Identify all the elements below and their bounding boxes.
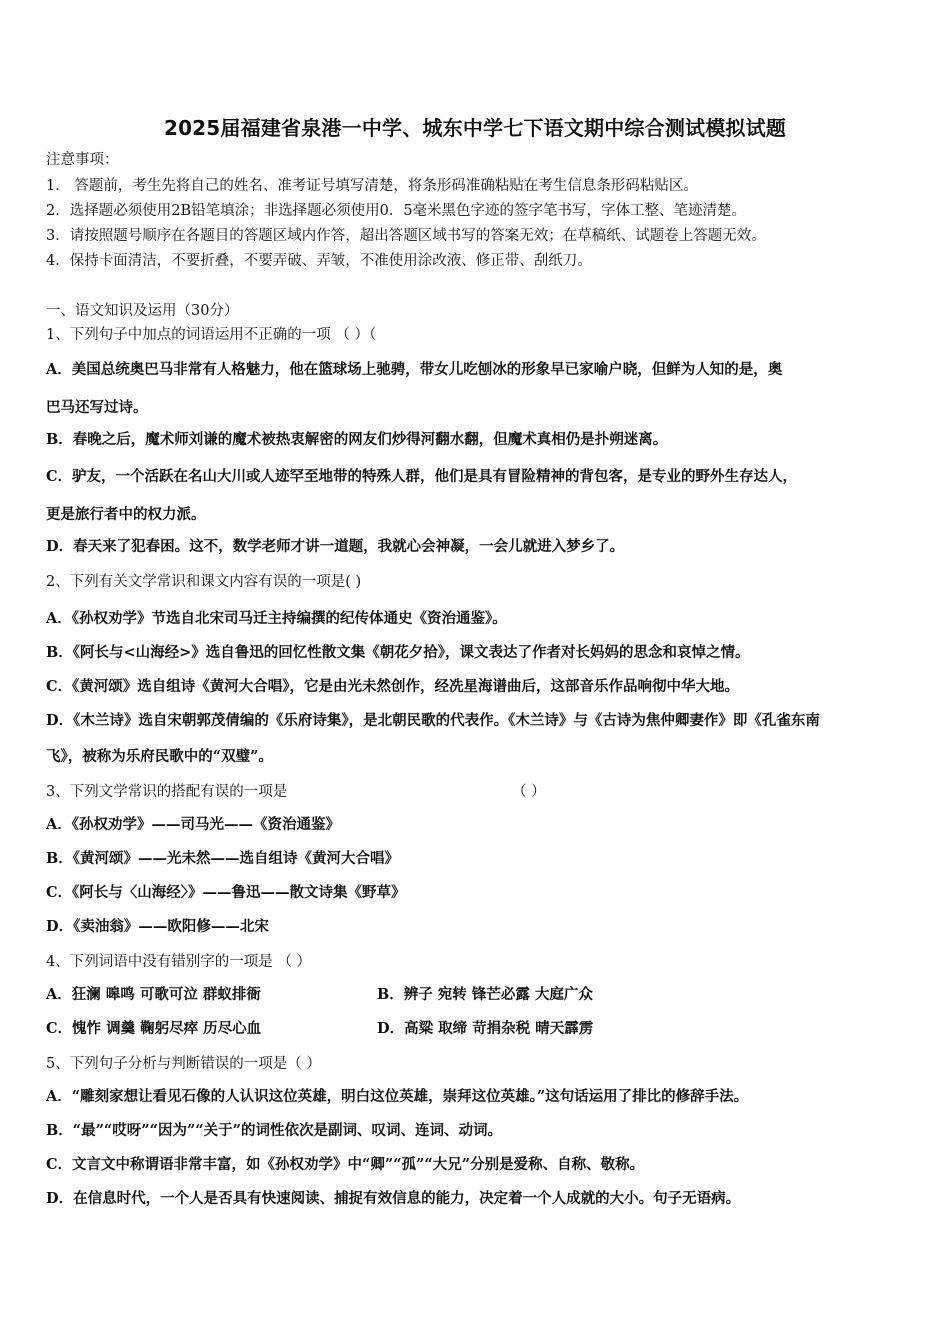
q4-stem: 4、下列词语中没有错别字的一项是 （ ） [46,954,311,970]
q5-option-c: C．文言文中称谓语非常丰富，如《孙权劝学》中“卿”“孤”“大兄”分别是爱称、自称、敬称。 [46,1156,645,1173]
q5-option-b: B．“最”“哎呀”“因为”“关于”的词性依次是副词、叹词、连词、动词。 [46,1122,502,1139]
q1-option-a: A．美国总统奥巴马非常有人格魅力，他在篮球场上驰骋，带女儿吃刨冰的形象早已家喻户晓，但鲜为人知的是，奥 [46,361,783,378]
q1-option-c-cont: 更是旅行者中的权力派。 [46,506,206,523]
q5-stem: 5、下列句子分析与判断错误的一项是（ ） [46,1056,321,1072]
q2-option-d-cont: 飞》，被称为乐府民歌中的“双璧”。 [46,748,273,765]
q3-stem: 3、下列文学常识的搭配有误的一项是 [46,784,288,800]
notice-item-2: 2．选择题必须使用2B铅笔填涂；非选择题必须使用0．5毫米黑色字迹的签字笔书写，字体工整、笔迹清楚。 [46,203,747,219]
q4-option-c: C．愧怍 调羹 鞠躬尽瘁 历尽心血 [46,1020,262,1037]
q3-answer-paren: （ ） [512,784,546,800]
q5-option-a: A．“雕刻家想让看见石像的人认识这位英雄，明白这位英雄，崇拜这位英雄。”这句话运用了排比的修辞手法。 [46,1088,749,1105]
q1-option-a-cont: 巴马还写过诗。 [46,399,148,416]
notice-item-4: 4．保持卡面清洁，不要折叠，不要弄破、弄皱，不准使用涂改液、修正带、刮纸刀。 [46,253,592,269]
q3-option-a: A．《孙权劝学》——司马光——《资治通鉴》 [46,816,340,833]
notice-item-3: 3．请按照题号顺序在各题目的答题区域内作答，超出答题区域书写的答案无效；在草稿纸、试题卷上答题无效。 [46,228,766,244]
q3-option-c: C．《阿长与〈山海经〉》——鲁迅——散文诗集《野草》 [46,884,406,901]
q3-option-b: B．《黄河颂》——光未然——选自组诗《黄河大合唱》 [46,850,400,867]
q3-option-d: D．《卖油翁》——欧阳修——北宋 [46,918,269,935]
notice-item-1: 1． 答题前，考生先将自己的姓名、准考证号填写清楚，将条形码准确粘贴在考生信息条形码粘贴区。 [46,178,698,194]
q5-option-d: D．在信息时代，一个人是否具有快速阅读、捕捉有效信息的能力，决定着一个人成就的大小。句子无语病。 [46,1190,741,1207]
notice-heading: 注意事项： [46,152,119,168]
q2-option-c: C．《黄河颂》选自组诗《黄河大合唱》，它是由光未然创作，经冼星海谱曲后，这部音乐作品响彻中华大地。 [46,678,740,695]
q1-option-c: C．驴友，一个活跃在名山大川或人迹罕至地带的特殊人群，他们是具有冒险精神的背包客，是专业的野外生存达人， [46,468,798,485]
q2-option-a: A．《孙权劝学》节选自北宋司马迁主持编撰的纪传体通史《资治通鉴》。 [46,610,507,627]
section-heading: 一、语文知识及运用（30分） [46,303,239,319]
q2-option-d: D．《木兰诗》选自宋朝郭茂倩编的《乐府诗集》，是北朝民歌的代表作。《木兰诗》与《古诗为焦仲卿妻作》即《孔雀东南 [46,712,820,729]
q2-stem: 2、下列有关文学常识和课文内容有误的一项是( ) [46,574,362,590]
q4-option-b: B．辨子 宛转 锋芒必露 大庭广众 [377,986,593,1003]
q1-stem: 1、下列句子中加点的词语运用不正确的一项 （ ）（ [46,327,377,343]
q4-option-d: D．高粱 取缔 苛捐杂税 晴天霹雳 [377,1020,594,1037]
q1-option-b: B．春晚之后，魔术师刘谦的魔术被热衷解密的网友们炒得河翻水翻，但魔术真相仍是扑朔迷离。 [46,431,668,448]
q2-option-b: B．《阿长与<山海经>》选自鲁迅的回忆性散文集《朝花夕拾》，课文表达了作者对长妈妈的思念和哀悼之情。 [46,644,750,661]
page-title: 2025届福建省泉港一中学、城东中学七下语文期中综合测试模拟试题 [163,116,787,140]
q4-option-a: A．狂澜 嗥鸣 可歌可泣 群蚁排衙 [46,986,261,1003]
q1-option-d: D．春天来了犯春困。这不，数学老师才讲一道题，我就心会神凝，一会儿就进入梦乡了。 [46,538,625,555]
